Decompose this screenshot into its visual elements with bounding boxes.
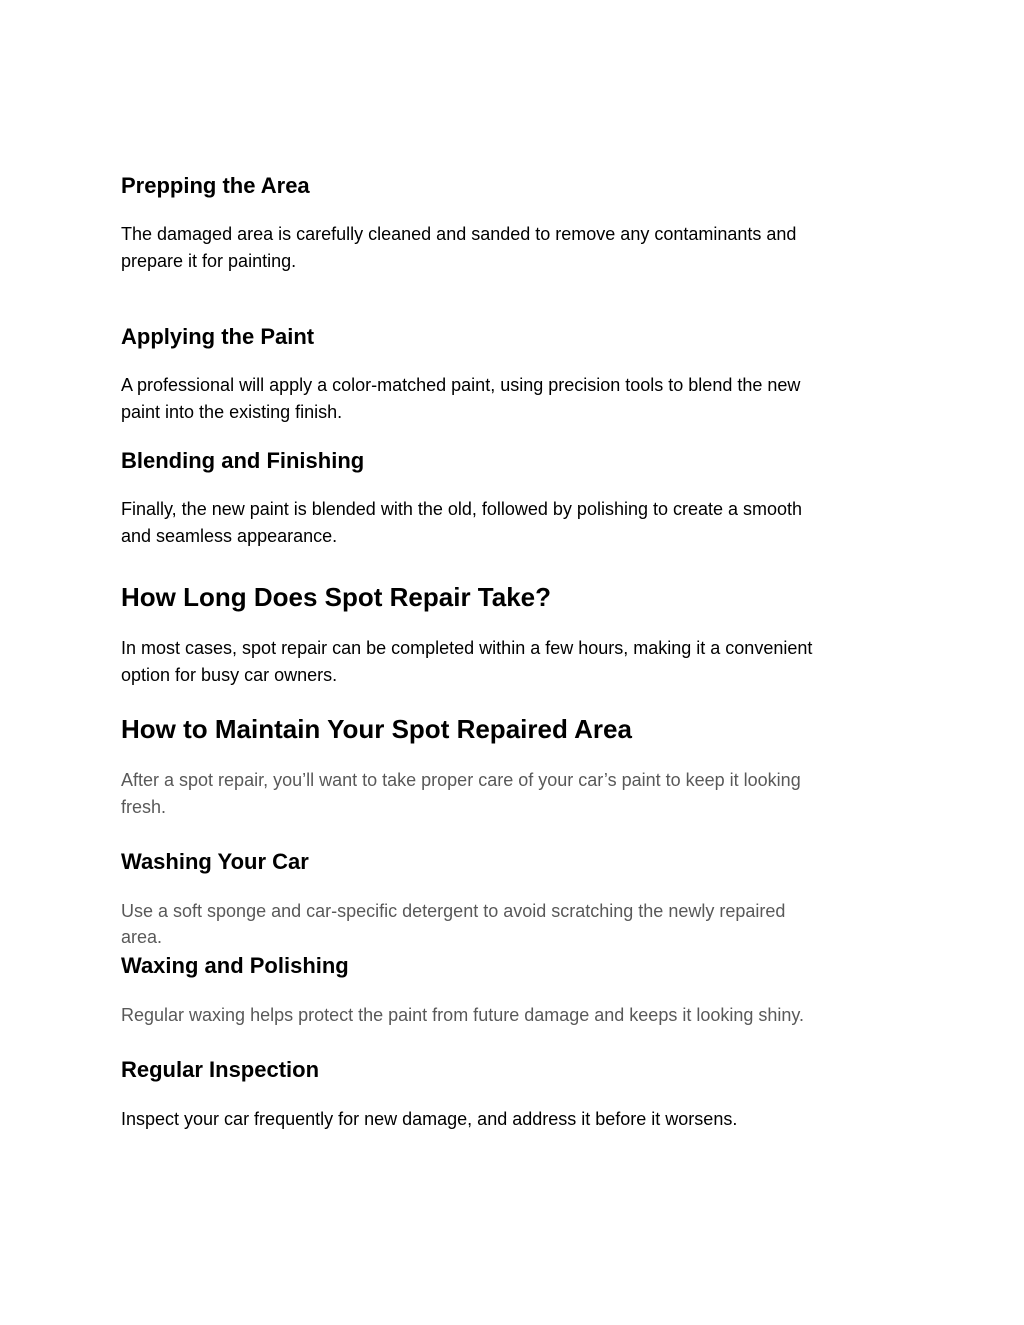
heading-regular-inspection: Regular Inspection (121, 1057, 320, 1082)
paragraph-waxing-line-1: Regular waxing helps protect the paint from future damage and keeps it looking shiny. (121, 1005, 805, 1025)
paragraph-how-long-line-1: In most cases, spot repair can be completed within a few hours, making it a convenient (121, 638, 813, 658)
heading-washing-your-car: Washing Your Car (121, 849, 309, 874)
paragraph-prepping-line-1: The damaged area is carefully cleaned and sanded to remove any contaminants and (121, 224, 797, 244)
heading-applying-the-paint: Applying the Paint (121, 324, 315, 349)
heading-how-to-maintain: How to Maintain Your Spot Repaired Area (121, 714, 632, 744)
heading-prepping-the-area: Prepping the Area (121, 173, 310, 198)
paragraph-applying-line-1: A professional will apply a color-matched paint, using precision tools to blend the new (121, 375, 801, 395)
paragraph-maintain-line-1: After a spot repair, you’ll want to take proper care of your car’s paint to keep it looking (121, 770, 801, 790)
paragraph-prepping-line-2: prepare it for painting. (121, 251, 297, 271)
paragraph-how-long-line-2: option for busy car owners. (121, 665, 338, 685)
paragraph-washing-line-2: area. (121, 927, 163, 947)
paragraph-blending-line-1: Finally, the new paint is blended with the old, followed by polishing to create a smooth (121, 499, 803, 519)
paragraph-applying-line-2: paint into the existing finish. (121, 402, 343, 422)
paragraph-maintain-line-2: fresh. (121, 797, 167, 817)
paragraph-washing-line-1: Use a soft sponge and car-specific detergent to avoid scratching the newly repaired (121, 901, 786, 921)
heading-blending-and-finishing: Blending and Finishing (121, 448, 365, 473)
paragraph-blending-line-2: and seamless appearance. (121, 526, 338, 546)
paragraph-inspection-line-1: Inspect your car frequently for new damage, and address it before it worsens. (121, 1109, 738, 1129)
heading-how-long: How Long Does Spot Repair Take? (121, 582, 552, 612)
heading-waxing-and-polishing: Waxing and Polishing (121, 953, 349, 978)
